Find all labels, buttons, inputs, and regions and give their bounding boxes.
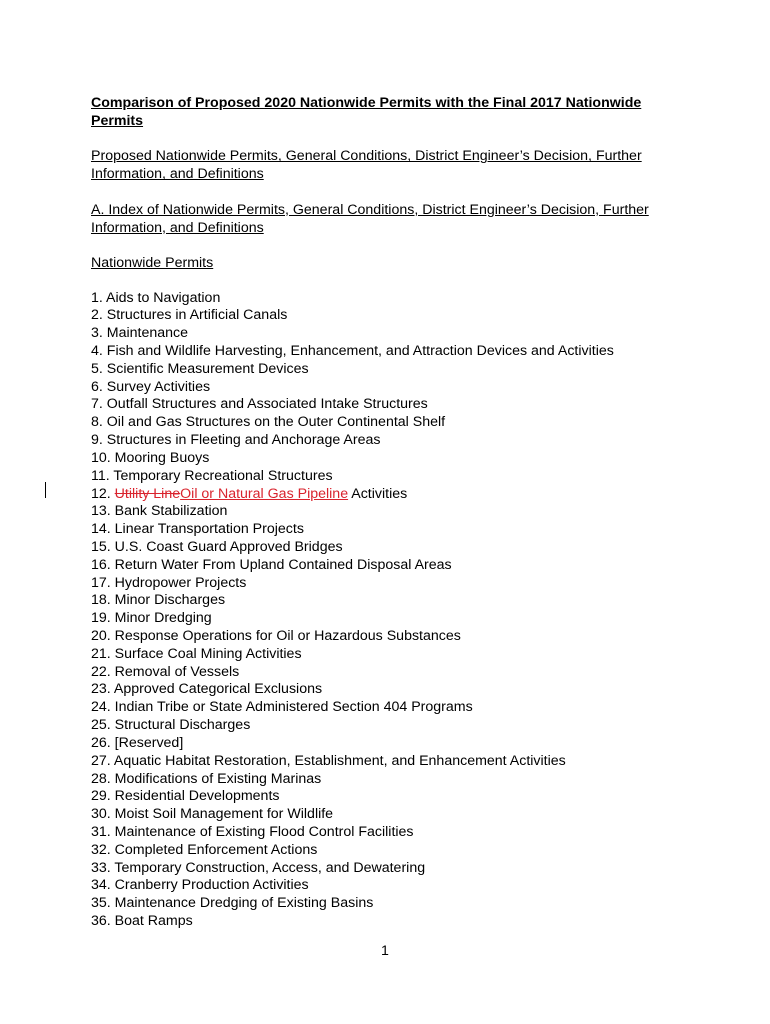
document-subtitle: Proposed Nationwide Permits, General Conditions, District Engineer’s Decision, Further Information, and Definitions [91,148,642,183]
permit-item: 15. U.S. Coast Guard Approved Bridges [91,538,343,555]
permit-item: 16. Return Water From Upland Contained Disposal Areas [91,556,452,573]
permit-item: 23. Approved Categorical Exclusions [91,681,323,698]
nationwide-permits-heading: Nationwide Permits [91,255,214,272]
permit-item: 32. Completed Enforcement Actions [91,841,318,858]
permit-item: 28. Modifications of Existing Marinas [91,770,322,787]
permit-item: 9. Structures in Fleeting and Anchorage Areas [91,432,381,449]
permit-item: 27. Aquatic Habitat Restoration, Establishment, and Enhancement Activities [91,752,566,769]
permit-item: 17. Hydropower Projects [91,574,247,591]
inserted-text: Oil or Natural Gas Pipeline [180,485,349,502]
permit-item: 7. Outfall Structures and Associated Intake Structures [91,396,428,413]
permit-list [91,290,691,931]
permit-item: 22. Removal of Vessels [91,663,240,680]
permit-item: 25. Structural Discharges [91,717,251,734]
permit-item: 2. Structures in Artificial Canals [91,307,288,324]
permit-12-number: 12. [91,485,115,502]
permit-item: 4. Fish and Wildlife Harvesting, Enhancement, and Attraction Devices and Activities [91,343,614,359]
permit-item: 35. Maintenance Dredging of Existing Basins [91,895,374,912]
deleted-text: Utility Line [114,485,181,502]
permit-item: 19. Minor Dredging [91,610,212,627]
permit-item: 3. Maintenance [91,325,189,342]
document-title: Comparison of Proposed 2020 Nationwide Permits with the Final 2017 Nationwide Permits [91,95,642,129]
page-number: 1 [381,943,389,959]
permit-item: 36. Boat Ramps [91,913,193,929]
permit-item: 31. Maintenance of Existing Flood Control Facilities [91,823,414,840]
permit-item: 1. Aids to Navigation [91,289,221,306]
permit-item: 18. Minor Discharges [91,592,226,609]
permit-item: 34. Cranberry Production Activities [91,877,309,894]
permit-item: 29. Residential Developments [91,788,280,805]
permit-item: 24. Indian Tribe or State Administered Section 404 Programs [91,699,473,716]
permit-item: 8. Oil and Gas Structures on the Outer Continental Shelf [91,414,446,431]
permit-item: 20. Response Operations for Oil or Hazardous Substances [91,628,461,644]
permit-item: 5. Scientific Measurement Devices [91,360,309,377]
revision-change-bar [45,482,46,498]
permit-item: 30. Moist Soil Management for Wildlife [91,806,334,823]
permit-item: 11. Temporary Recreational Structures [91,467,333,484]
permit-12-suffix: Activities [348,485,408,502]
permit-item: 21. Surface Coal Mining Activities [91,645,302,662]
permit-item: 10. Mooring Buoys [91,449,210,466]
permit-item: 33. Temporary Construction, Access, and Dewatering [91,859,426,876]
permit-item: 13. Bank Stabilization [91,503,228,520]
permit-item: 6. Survey Activities [91,378,211,395]
section-a-heading: A. Index of Nationwide Permits, General Conditions, District Engineer’s Decision, Further Information, and Definitions [91,201,649,236]
permit-item-revised [91,486,691,504]
permit-item: 26. [Reserved] [91,734,184,751]
permit-item: 14. Linear Transportation Projects [91,521,304,538]
document-body [91,94,691,931]
